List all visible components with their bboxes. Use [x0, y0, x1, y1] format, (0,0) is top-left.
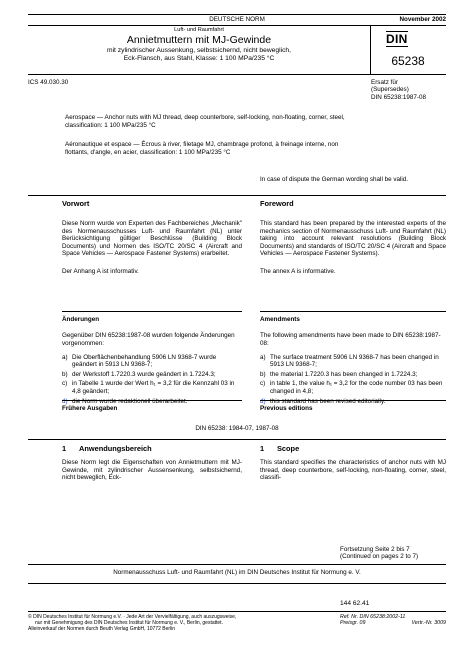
document-type: DEUTSCHE NORM — [209, 16, 265, 23]
changes-heading: Änderungen — [62, 316, 100, 323]
amendments-intro: The following amendments have been made to DIN 65238:1987-08: — [260, 332, 441, 347]
scope-number-en: 1 — [260, 444, 265, 453]
change-text-a: Die Oberflächenbehandlung 5906 LN 9368-7 wurde geändert in 5913 LN 9368-7; — [72, 353, 217, 369]
amendment-label-c: c) — [260, 380, 266, 388]
changes-intro: Gegenüber DIN 65238:1987-08 wurden folgende Änderungen vorgenommen: — [62, 332, 235, 347]
annex-note-en: The annex A is informative. — [260, 267, 336, 275]
change-item-a — [62, 354, 242, 369]
left-column — [62, 200, 242, 275]
vorwort-text: Diese Norm wurde von Experten des Fachbereiches „Mechanik" des Normenausschusses Luft- und Raumfahrt (NL) unter Berücksichtigung gültiger Beschlüsse (Building Block Documents) und Normen des ISO/TC 20/SC 4 (Aircraft and Space Vehicles — Aerospace Fastener Systems) erarbeitet. — [62, 219, 242, 258]
change-text-b: der Werkstoff 1.7220.3 wurde geändert in 1.7224.3; — [72, 370, 216, 378]
scope-text-de: Diese Norm legt die Eigenschaften von Annietmuttern mit MJ-Gewinde, mit zylindrischer Aussensenkung, selbstsichernd, nicht beweglich, Eck- — [62, 458, 242, 482]
supersedes-block — [371, 79, 451, 101]
title-subtitle-2: Eck-Flansch, aus Stahl, Klasse: 1 100 MPa/235 °C — [123, 55, 275, 62]
scope-section-en — [260, 445, 446, 482]
earlier-editions-heading: Frühere Ausgaben — [62, 405, 118, 412]
issue-date: November 2002 — [399, 16, 446, 23]
sales-number: Vertr.-Nr. 3009 — [411, 620, 446, 627]
supersedes-line-3: DIN 65238:1987-08 — [371, 93, 426, 101]
din-logo — [386, 30, 408, 47]
amendment-text-c: in table 1, the value h₁ = 3,2 for the code number 03 has been changed in 4,8; — [270, 380, 443, 395]
scope-text-en: This standard specifies the characteristics of anchor nuts with MJ thread, deep counterbore, self-locking, non-floating, corner, steel, classifi- — [260, 458, 446, 482]
copyright-line-2: nur mit Genehmigung des DIN Deutsches Institut für Normung e. V., Berlin, gestattet. — [35, 620, 223, 626]
amendments-heading: Amendments — [260, 316, 300, 323]
standard-number: 65238 — [391, 54, 425, 68]
price-group: Preisgr. 09 — [340, 620, 366, 627]
din-logo-text: DIN — [386, 32, 408, 46]
foreword-heading: Foreword — [260, 199, 294, 208]
dispute-note: In case of dispute the German wording shall be valid. — [260, 176, 409, 183]
committee-line: Normenausschuss Luft- und Raumfahrt (NL) im DIN Deutsches Institut für Normung e. V. — [113, 569, 361, 576]
foreword-text: This standard has been prepared by the interested experts of the mechanics section of Normenausschuss Luft- und Raumfahrt (NL) taking into account relevant resolutions (Building Block Documents) and standards of ISO/TC 20/SC 4 (Aircraft and Space Vehicles — Aerospace Fastener Systems). — [260, 219, 446, 258]
amendment-item-b — [260, 371, 446, 379]
ics-code: ICS 49.030.30 — [28, 79, 69, 86]
category-label: Luft- und Raumfahrt — [174, 27, 224, 33]
changes-section — [62, 316, 242, 405]
amendment-item-c — [260, 380, 446, 395]
change-label-c: c) — [62, 380, 68, 388]
order-code: 144 62.41 — [340, 600, 370, 607]
change-label-d: d) — [62, 397, 68, 405]
scope-heading-de: Anwendungsbereich — [79, 444, 152, 453]
reference-number: Ref. Nr. DIN 65238:2002-11 — [340, 614, 406, 620]
change-item-b — [62, 371, 242, 379]
amendments-section — [260, 316, 446, 405]
amendment-text-b: the material 1.7220.3 has been changed in 1.7224.3; — [270, 370, 418, 378]
title-subtitle-1: mit zylindrischer Aussenkung, selbstsichernd, nicht beweglich, — [107, 47, 291, 54]
english-title: Aerospace — Anchor nuts with MJ thread, deep counterbore, self-locking, non-floating, corner, steel, classification: 1 100 MPa/235 °C — [65, 114, 345, 129]
continued-line-1: Fortsetzung Seite 2 bis 7 — [340, 546, 410, 553]
amendment-item-a — [260, 354, 446, 369]
change-text-d: die Norm wurde redaktionell überarbeitet. — [72, 397, 188, 405]
right-column — [260, 200, 446, 275]
supersedes-line-1: Ersatz für — [371, 79, 398, 86]
reference-block — [340, 614, 446, 626]
change-label-a: a) — [62, 353, 68, 361]
amendment-text-d: this standard has been revised editorially. — [270, 397, 386, 405]
change-label-b: b) — [62, 370, 68, 378]
copyright-line-3: Alleinverkauf der Normen durch Beuth Verlag GmbH, 10772 Berlin — [28, 626, 176, 632]
scope-heading-en: Scope — [277, 444, 300, 453]
annex-note-de: Der Anhang A ist informativ. — [62, 267, 139, 275]
change-text-c: in Tabelle 1 wurde der Wert h₁ = 3,2 für die Kennzahl 03 in 4,8 geändert; — [72, 380, 235, 395]
change-item-c — [62, 380, 242, 395]
french-title: Aéronautique et espace — Écrous à river, filetage MJ, chambrage profond, à freinage interne, non flottants, d'angle, en acier, classification: 1 100 MPa/235 °C — [65, 141, 339, 156]
amendment-label-d: d) — [260, 397, 266, 405]
document-title: Annietmuttern mit MJ-Gewinde — [126, 34, 272, 46]
scope-number-de: 1 — [62, 444, 67, 453]
amendment-text-a: The surface treatment 5906 LN 9368-7 has been changed in 5913 LN 9368-7; — [270, 353, 439, 369]
scope-section-de — [62, 445, 242, 482]
continued-note — [340, 546, 450, 561]
previous-editions-heading: Previous editions — [260, 405, 313, 412]
editions-list: DIN 65238: 1984-07, 1987-08 — [195, 425, 279, 432]
amendment-label-b: b) — [260, 370, 266, 378]
continued-line-2: (Continued on pages 2 to 7) — [340, 553, 419, 561]
amendment-label-a: a) — [260, 353, 266, 361]
vorwort-heading: Vorwort — [62, 199, 90, 208]
supersedes-line-2: (Supersedes) — [371, 86, 409, 94]
copyright-block — [28, 614, 328, 632]
copyright-line-1: © DIN Deutsches Institut für Normung e.V. · Jede Art der Vervielfältigung, auch auszugsweise, — [28, 614, 237, 620]
